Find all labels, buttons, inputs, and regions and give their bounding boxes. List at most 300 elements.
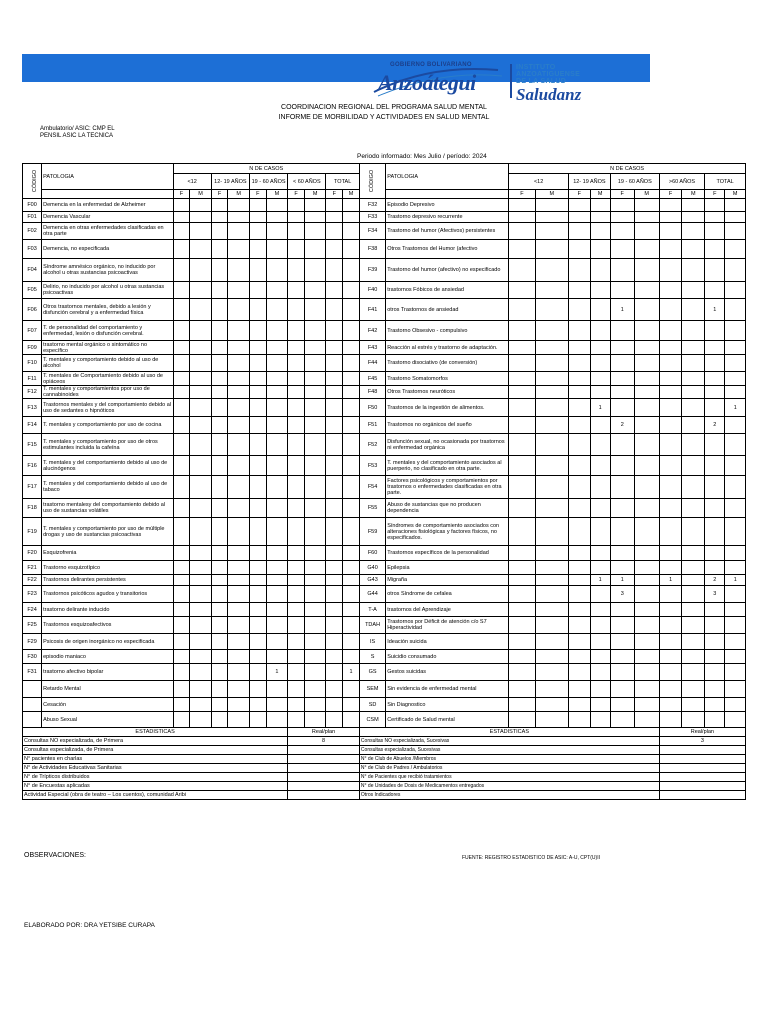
case-count bbox=[288, 603, 305, 617]
case-count bbox=[634, 355, 659, 372]
case-count bbox=[659, 561, 682, 575]
case-count bbox=[266, 355, 288, 372]
case-count bbox=[343, 299, 360, 321]
diagnosis-code: F60 bbox=[359, 546, 385, 561]
case-count bbox=[590, 617, 610, 634]
case-count bbox=[304, 355, 326, 372]
case-count bbox=[509, 456, 535, 476]
case-count bbox=[509, 386, 535, 399]
case-count bbox=[509, 681, 535, 698]
table-row bbox=[23, 212, 746, 223]
case-count bbox=[326, 399, 343, 417]
case-count bbox=[190, 223, 212, 240]
diagnosis-name: Trastornos delirantes persistentes bbox=[42, 575, 173, 586]
case-count bbox=[659, 681, 682, 698]
case-count bbox=[173, 355, 190, 372]
case-count bbox=[211, 212, 228, 223]
case-count bbox=[725, 417, 746, 434]
table-row bbox=[23, 456, 746, 476]
case-count bbox=[590, 456, 610, 476]
diagnosis-code: SD bbox=[359, 698, 385, 712]
diagnosis-name: T. mentales y comportamiento por uso de cocina bbox=[42, 417, 173, 434]
case-count bbox=[304, 650, 326, 664]
case-count bbox=[634, 603, 659, 617]
table-row bbox=[23, 399, 746, 417]
case-count bbox=[569, 355, 591, 372]
table-row bbox=[23, 240, 746, 259]
case-count bbox=[610, 698, 634, 712]
diagnosis-code: F06 bbox=[23, 299, 42, 321]
case-count bbox=[173, 586, 190, 603]
diagnosis-name: Sin Diagnostico bbox=[386, 698, 509, 712]
case-count bbox=[326, 546, 343, 561]
case-count bbox=[249, 546, 266, 561]
case-count bbox=[535, 372, 568, 386]
case-count bbox=[682, 259, 705, 282]
case-count bbox=[535, 240, 568, 259]
observaciones-label: OBSERVACIONES: bbox=[24, 852, 86, 859]
case-count bbox=[228, 399, 250, 417]
case-count bbox=[173, 321, 190, 341]
case-count bbox=[190, 259, 212, 282]
case-count bbox=[509, 355, 535, 372]
case-count bbox=[173, 681, 190, 698]
case-count bbox=[705, 282, 725, 299]
case-count bbox=[659, 617, 682, 634]
stats-value-left: 8 bbox=[288, 737, 360, 746]
stats-real-right: Real/plan bbox=[659, 728, 745, 737]
case-count bbox=[659, 499, 682, 518]
case-count bbox=[266, 434, 288, 456]
diagnosis-code: F14 bbox=[23, 417, 42, 434]
case-count bbox=[249, 399, 266, 417]
case-count bbox=[304, 617, 326, 634]
case-count bbox=[725, 499, 746, 518]
case-count bbox=[190, 372, 212, 386]
case-count bbox=[725, 259, 746, 282]
diagnosis-code: F38 bbox=[359, 240, 385, 259]
sex-f-header: F bbox=[288, 190, 305, 199]
case-count bbox=[266, 282, 288, 299]
case-count bbox=[569, 546, 591, 561]
case-count bbox=[326, 575, 343, 586]
sex-m-header: M bbox=[682, 190, 705, 199]
case-count bbox=[266, 259, 288, 282]
case-count bbox=[590, 681, 610, 698]
case-count bbox=[228, 518, 250, 546]
diagnosis-name: trastorno mental orgánico o sintomático no específico bbox=[42, 341, 173, 355]
case-count bbox=[173, 617, 190, 634]
case-count bbox=[535, 386, 568, 399]
case-count bbox=[211, 698, 228, 712]
diagnosis-name: Ideación suicida bbox=[386, 634, 509, 650]
case-count bbox=[634, 664, 659, 681]
case-count bbox=[682, 386, 705, 399]
case-count bbox=[190, 650, 212, 664]
case-count bbox=[173, 456, 190, 476]
case-count bbox=[343, 546, 360, 561]
table-row bbox=[23, 372, 746, 386]
stats-label-right: N° de Club de Abuelos /Miembros bbox=[359, 755, 659, 764]
case-count bbox=[228, 456, 250, 476]
diagnosis-name: Otros Trastornos neuróticos bbox=[386, 386, 509, 399]
case-count bbox=[705, 499, 725, 518]
diagnosis-name: Otros Trastornos del Humor (afectivo bbox=[386, 240, 509, 259]
case-count bbox=[249, 259, 266, 282]
case-count bbox=[304, 434, 326, 456]
case-count bbox=[569, 499, 591, 518]
case-count bbox=[266, 476, 288, 499]
case-count bbox=[288, 372, 305, 386]
case-count bbox=[211, 712, 228, 728]
case-count bbox=[725, 603, 746, 617]
diagnosis-name: T. mentales y del comportamiento debido al uso de alucinógenos bbox=[42, 456, 173, 476]
case-count bbox=[590, 650, 610, 664]
case-count bbox=[190, 355, 212, 372]
case-count bbox=[326, 372, 343, 386]
case-count bbox=[682, 434, 705, 456]
codigo-label: CÓDIGO bbox=[369, 169, 376, 193]
diagnosis-code: F10 bbox=[23, 355, 42, 372]
case-count bbox=[304, 341, 326, 355]
case-count bbox=[190, 561, 212, 575]
case-count bbox=[173, 417, 190, 434]
case-count bbox=[682, 546, 705, 561]
case-count: 2 bbox=[705, 575, 725, 586]
stats-row bbox=[23, 764, 746, 773]
case-count bbox=[249, 223, 266, 240]
case-count bbox=[535, 434, 568, 456]
diagnosis-name: Trastornos psicóticos agudos y transitorios bbox=[42, 586, 173, 603]
case-count: 2 bbox=[705, 417, 725, 434]
case-count bbox=[634, 299, 659, 321]
case-count bbox=[569, 299, 591, 321]
case-count bbox=[569, 603, 591, 617]
case-count bbox=[304, 299, 326, 321]
diagnosis-code: F11 bbox=[23, 372, 42, 386]
case-count bbox=[343, 282, 360, 299]
case-count bbox=[343, 634, 360, 650]
case-count bbox=[190, 698, 212, 712]
case-count bbox=[569, 399, 591, 417]
case-count bbox=[725, 650, 746, 664]
case-count bbox=[610, 223, 634, 240]
case-count bbox=[535, 681, 568, 698]
diagnosis-code: F41 bbox=[359, 299, 385, 321]
case-count bbox=[705, 617, 725, 634]
case-count bbox=[288, 546, 305, 561]
case-count bbox=[266, 372, 288, 386]
diagnosis-code: F21 bbox=[23, 561, 42, 575]
case-count bbox=[343, 575, 360, 586]
case-count bbox=[326, 518, 343, 546]
case-count bbox=[326, 476, 343, 499]
case-count bbox=[211, 546, 228, 561]
case-count bbox=[705, 372, 725, 386]
case-count bbox=[509, 664, 535, 681]
case-count bbox=[190, 499, 212, 518]
diagnosis-name: trastorno afectivo bipolar bbox=[42, 664, 173, 681]
case-count bbox=[659, 223, 682, 240]
case-count bbox=[343, 617, 360, 634]
diagnosis-code: F02 bbox=[23, 223, 42, 240]
case-count bbox=[249, 212, 266, 223]
case-count bbox=[190, 399, 212, 417]
case-count bbox=[173, 259, 190, 282]
case-count bbox=[590, 417, 610, 434]
case-count bbox=[173, 575, 190, 586]
case-count bbox=[705, 650, 725, 664]
case-count bbox=[590, 223, 610, 240]
case-count bbox=[634, 372, 659, 386]
case-count bbox=[266, 650, 288, 664]
case-count bbox=[326, 282, 343, 299]
case-count bbox=[705, 399, 725, 417]
case-count bbox=[509, 698, 535, 712]
case-count bbox=[509, 586, 535, 603]
case-count bbox=[610, 240, 634, 259]
case-count bbox=[682, 341, 705, 355]
diagnosis-name: trastorno delirante inducido bbox=[42, 603, 173, 617]
case-count bbox=[228, 259, 250, 282]
case-count bbox=[610, 282, 634, 299]
case-count bbox=[249, 434, 266, 456]
case-count bbox=[610, 212, 634, 223]
diagnosis-code: F52 bbox=[359, 434, 385, 456]
case-count bbox=[190, 434, 212, 456]
case-count bbox=[173, 650, 190, 664]
case-count bbox=[725, 240, 746, 259]
case-count bbox=[590, 321, 610, 341]
diagnosis-code: F07 bbox=[23, 321, 42, 341]
diagnosis-name: Delirio, no inducido por alcohol u otras sustancias psicoactivas bbox=[42, 282, 173, 299]
case-count bbox=[228, 240, 250, 259]
diagnosis-name: trastornos del Aprendizaje bbox=[386, 603, 509, 617]
case-count bbox=[173, 372, 190, 386]
case-count bbox=[509, 240, 535, 259]
case-count bbox=[682, 518, 705, 546]
case-count bbox=[634, 223, 659, 240]
case-count bbox=[590, 341, 610, 355]
case-count bbox=[509, 199, 535, 212]
case-count bbox=[659, 586, 682, 603]
case-count bbox=[228, 321, 250, 341]
case-count bbox=[190, 417, 212, 434]
case-count bbox=[249, 634, 266, 650]
table-row bbox=[23, 259, 746, 282]
codigo-label: CÓDIGO bbox=[32, 169, 39, 193]
case-count bbox=[634, 341, 659, 355]
logo-block bbox=[370, 60, 650, 104]
case-count bbox=[326, 240, 343, 259]
diagnosis-code: F20 bbox=[23, 546, 42, 561]
case-count bbox=[190, 282, 212, 299]
right-patologia-sub bbox=[386, 190, 509, 199]
case-count bbox=[535, 212, 568, 223]
stats-value-right bbox=[659, 764, 745, 773]
case-count bbox=[228, 617, 250, 634]
case-count bbox=[326, 299, 343, 321]
case-count bbox=[249, 372, 266, 386]
case-count bbox=[634, 712, 659, 728]
diagnosis-code: F13 bbox=[23, 399, 42, 417]
case-count bbox=[304, 321, 326, 341]
diagnosis-code: F31 bbox=[23, 664, 42, 681]
case-count bbox=[249, 575, 266, 586]
case-count bbox=[343, 518, 360, 546]
case-count bbox=[659, 546, 682, 561]
case-count bbox=[569, 282, 591, 299]
diagnosis-name: Trastorno esquizotípico bbox=[42, 561, 173, 575]
case-count bbox=[211, 664, 228, 681]
table-row bbox=[23, 617, 746, 634]
diagnosis-code: F43 bbox=[359, 341, 385, 355]
case-count bbox=[610, 650, 634, 664]
elaborado-label: ELABORADO POR: DRA YETSIBE CURAPA bbox=[24, 922, 155, 929]
case-count bbox=[249, 476, 266, 499]
diagnosis-code: F55 bbox=[359, 499, 385, 518]
case-count bbox=[509, 634, 535, 650]
case-count bbox=[634, 456, 659, 476]
diagnosis-code: F05 bbox=[23, 282, 42, 299]
case-count bbox=[535, 546, 568, 561]
case-count bbox=[535, 617, 568, 634]
case-count bbox=[211, 341, 228, 355]
case-count bbox=[211, 299, 228, 321]
case-count bbox=[682, 199, 705, 212]
case-count bbox=[228, 546, 250, 561]
diagnosis-code: F18 bbox=[23, 499, 42, 518]
diagnosis-name: Trastornos esquizoafectivos bbox=[42, 617, 173, 634]
case-count bbox=[288, 575, 305, 586]
case-count bbox=[304, 199, 326, 212]
case-count bbox=[343, 259, 360, 282]
diagnosis-code: IS bbox=[359, 634, 385, 650]
case-count bbox=[228, 434, 250, 456]
case-count bbox=[228, 299, 250, 321]
table-row bbox=[23, 634, 746, 650]
case-count bbox=[705, 518, 725, 546]
case-count bbox=[682, 499, 705, 518]
diagnosis-code: F25 bbox=[23, 617, 42, 634]
case-count bbox=[535, 199, 568, 212]
case-count bbox=[249, 386, 266, 399]
case-count bbox=[725, 372, 746, 386]
case-count: 2 bbox=[610, 417, 634, 434]
case-count bbox=[705, 698, 725, 712]
diagnosis-code: F15 bbox=[23, 434, 42, 456]
case-count bbox=[343, 603, 360, 617]
sex-f-header: F bbox=[569, 190, 591, 199]
case-count bbox=[535, 282, 568, 299]
case-count bbox=[682, 456, 705, 476]
case-count bbox=[228, 650, 250, 664]
case-count bbox=[211, 240, 228, 259]
diagnosis-name: Trastornos de la ingestión de alimentos. bbox=[386, 399, 509, 417]
case-count bbox=[249, 299, 266, 321]
case-count bbox=[535, 399, 568, 417]
case-count bbox=[343, 223, 360, 240]
case-count bbox=[590, 476, 610, 499]
case-count bbox=[190, 199, 212, 212]
case-count bbox=[705, 456, 725, 476]
sex-f-header: F bbox=[705, 190, 725, 199]
case-count bbox=[326, 386, 343, 399]
case-count bbox=[634, 561, 659, 575]
case-count bbox=[705, 664, 725, 681]
case-count bbox=[173, 634, 190, 650]
stats-value-left bbox=[288, 755, 360, 764]
case-count bbox=[304, 417, 326, 434]
diagnosis-code: G44 bbox=[359, 586, 385, 603]
case-count bbox=[343, 681, 360, 698]
left-age-group-header: <12 bbox=[173, 174, 211, 190]
case-count bbox=[266, 499, 288, 518]
case-count bbox=[634, 681, 659, 698]
sex-m-header: M bbox=[725, 190, 746, 199]
case-count bbox=[228, 499, 250, 518]
case-count bbox=[211, 681, 228, 698]
case-count bbox=[249, 698, 266, 712]
case-count bbox=[659, 212, 682, 223]
table-row bbox=[23, 321, 746, 341]
stats-label-left: Consultas especializada, de Primera bbox=[23, 746, 288, 755]
case-count bbox=[610, 499, 634, 518]
case-count bbox=[288, 299, 305, 321]
case-count bbox=[228, 712, 250, 728]
case-count bbox=[228, 603, 250, 617]
case-count bbox=[682, 586, 705, 603]
case-count bbox=[173, 199, 190, 212]
case-count bbox=[725, 355, 746, 372]
case-count bbox=[509, 321, 535, 341]
case-count bbox=[634, 634, 659, 650]
case-count bbox=[211, 372, 228, 386]
case-count bbox=[228, 417, 250, 434]
case-count bbox=[569, 199, 591, 212]
case-count bbox=[249, 650, 266, 664]
case-count bbox=[659, 712, 682, 728]
case-count bbox=[569, 650, 591, 664]
case-count bbox=[190, 664, 212, 681]
left-patologia-header: PATOLOGIA bbox=[42, 164, 173, 190]
diagnosis-code bbox=[23, 698, 42, 712]
case-count bbox=[725, 712, 746, 728]
case-count bbox=[569, 698, 591, 712]
case-count bbox=[249, 240, 266, 259]
case-count bbox=[610, 546, 634, 561]
case-count bbox=[610, 681, 634, 698]
case-count: 3 bbox=[610, 586, 634, 603]
anzoategui-logo bbox=[370, 62, 505, 102]
diagnosis-name: Trastorno Somatomorfos bbox=[386, 372, 509, 386]
diagnosis-code: SEM bbox=[359, 681, 385, 698]
case-count bbox=[304, 561, 326, 575]
case-count bbox=[569, 664, 591, 681]
case-count bbox=[211, 259, 228, 282]
case-count bbox=[682, 712, 705, 728]
case-count bbox=[509, 518, 535, 546]
case-count bbox=[304, 546, 326, 561]
case-count bbox=[725, 698, 746, 712]
diagnosis-code: F29 bbox=[23, 634, 42, 650]
case-count bbox=[326, 456, 343, 476]
table-row bbox=[23, 355, 746, 372]
case-count bbox=[343, 586, 360, 603]
case-count bbox=[326, 341, 343, 355]
case-count bbox=[343, 456, 360, 476]
sex-m-header: M bbox=[304, 190, 326, 199]
